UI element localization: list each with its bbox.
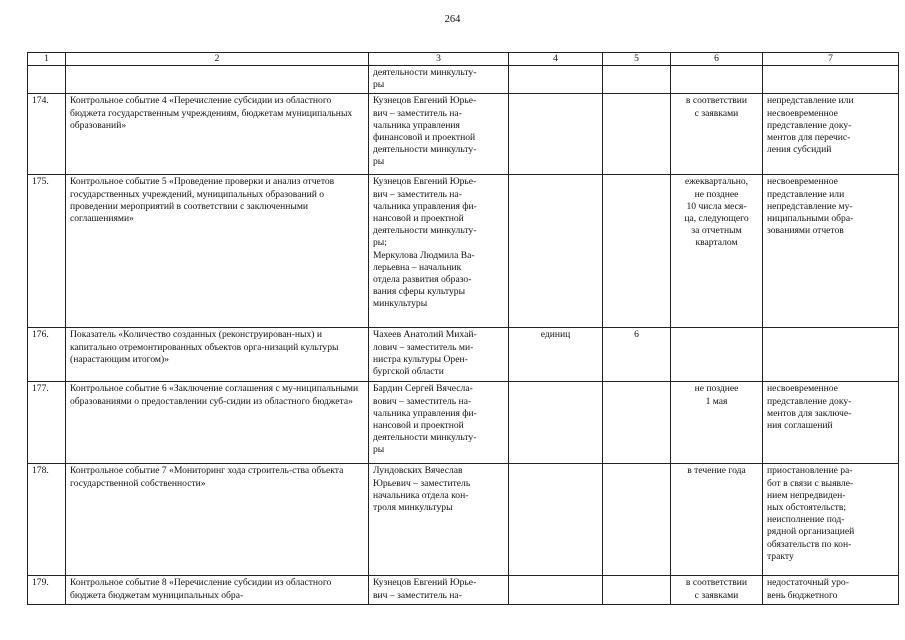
plan-table <box>27 52 899 605</box>
row-value <box>603 576 671 604</box>
row-number <box>28 66 66 94</box>
row-responsible: Бардин Сергей Вячесла- вович – заместитель на- чальника управления фи- нансовой и проектной деятельности минкульту- ры <box>369 382 509 464</box>
row-risk: несвоевременное представление доку- ментов для заключе- ния соглашений <box>763 382 899 464</box>
row-number: 174. <box>28 94 66 175</box>
row-unit: единиц <box>509 328 603 382</box>
row-responsible: Кузнецов Евгений Юрье- вич – заместитель на- <box>369 576 509 604</box>
row-risk: недостаточный уро- вень бюджетного <box>763 576 899 604</box>
row-description: Контрольное событие 5 «Проведение проверки и анализ отчетов государственных учреждений, муниципальных образований о проведении мероприятий в соответствии с заключенными соглашениями» <box>66 175 369 328</box>
row-responsible: Кузнецов Евгений Юрье- вич – заместитель на- чальника управления фи- нансовой и проектной деятельности минкульту- ры; Меркулова Людмила Ва- лерьевна – начальник отдела развития образо- вания сферы культуры минкультуры <box>369 175 509 328</box>
row-value <box>603 464 671 576</box>
row-term: в соответствии с заявками <box>671 94 763 175</box>
table-row <box>28 66 899 94</box>
table-row <box>28 576 899 604</box>
row-responsible: деятельности минкульту- ры <box>369 66 509 94</box>
row-number: 177. <box>28 382 66 464</box>
table-row <box>28 175 899 328</box>
row-value <box>603 94 671 175</box>
column-header: 5 <box>603 53 671 66</box>
column-header: 1 <box>28 53 66 66</box>
row-number: 178. <box>28 464 66 576</box>
row-responsible: Кузнецов Евгений Юрье- вич – заместитель на- чальника управления финансовой и проектной деятельности минкульту- ры <box>369 94 509 175</box>
row-unit <box>509 576 603 604</box>
row-value <box>603 382 671 464</box>
table-row <box>28 94 899 175</box>
row-risk: несвоевременное представление или непредставление му- ниципальными обра- зованиями отчетов <box>763 175 899 328</box>
row-unit <box>509 464 603 576</box>
table-row <box>28 328 899 382</box>
row-value <box>603 66 671 94</box>
row-description: Контрольное событие 6 «Заключение соглашения с му-ниципальными образованиями о предоставлении суб-сидии из областного бюджета» <box>66 382 369 464</box>
table-row <box>28 464 899 576</box>
row-unit <box>509 94 603 175</box>
row-number: 175. <box>28 175 66 328</box>
row-term: не позднее 1 мая <box>671 382 763 464</box>
row-description: Показатель «Количество созданных (реконструирован-ных) и капитально отремонтированных объектов орга-низаций культуры (нарастающим итогом)» <box>66 328 369 382</box>
column-header: 4 <box>509 53 603 66</box>
row-term: в соответствии с заявками <box>671 576 763 604</box>
table-row <box>28 382 899 464</box>
row-number: 176. <box>28 328 66 382</box>
header-row <box>28 53 899 66</box>
row-term: ежеквартально, не позднее 10 числа меся- ца, следующего за отчетным кварталом <box>671 175 763 328</box>
column-header: 2 <box>66 53 369 66</box>
row-responsible: Чахеев Анатолий Михай- лович – заместитель ми- нистра культуры Орен- бургской области <box>369 328 509 382</box>
row-description: Контрольное событие 8 «Перечисление субсидии из областного бюджета бюджетам муниципальных обра- <box>66 576 369 604</box>
row-description: Контрольное событие 7 «Мониторинг хода строитель-ства объекта государственной собственности» <box>66 464 369 576</box>
row-value: 6 <box>603 328 671 382</box>
row-risk: непредставление или несвоевременное представление доку- ментов для перечис- ления субсидий <box>763 94 899 175</box>
row-risk <box>763 66 899 94</box>
row-unit <box>509 175 603 328</box>
column-header: 7 <box>763 53 899 66</box>
row-term <box>671 328 763 382</box>
row-risk: приостановление ра- бот в связи с выявле- нием непредвиден- ных обстоятельств; неисполнение под- рядной организацией обязательств по кон- тракту <box>763 464 899 576</box>
row-description <box>66 66 369 94</box>
row-term <box>671 66 763 94</box>
row-number: 179. <box>28 576 66 604</box>
row-responsible: Лундовских Вячеслав Юрьевич – заместитель начальника отдела кон- троля минкультуры <box>369 464 509 576</box>
column-header: 6 <box>671 53 763 66</box>
row-unit <box>509 66 603 94</box>
row-risk <box>763 328 899 382</box>
column-header: 3 <box>369 53 509 66</box>
page-number: 264 <box>444 14 461 25</box>
row-term: в течение года <box>671 464 763 576</box>
row-unit <box>509 382 603 464</box>
row-value <box>603 175 671 328</box>
row-description: Контрольное событие 4 «Перечисление субсидии из областного бюджета государственным учреждениям, бюджетам муниципальных образований» <box>66 94 369 175</box>
